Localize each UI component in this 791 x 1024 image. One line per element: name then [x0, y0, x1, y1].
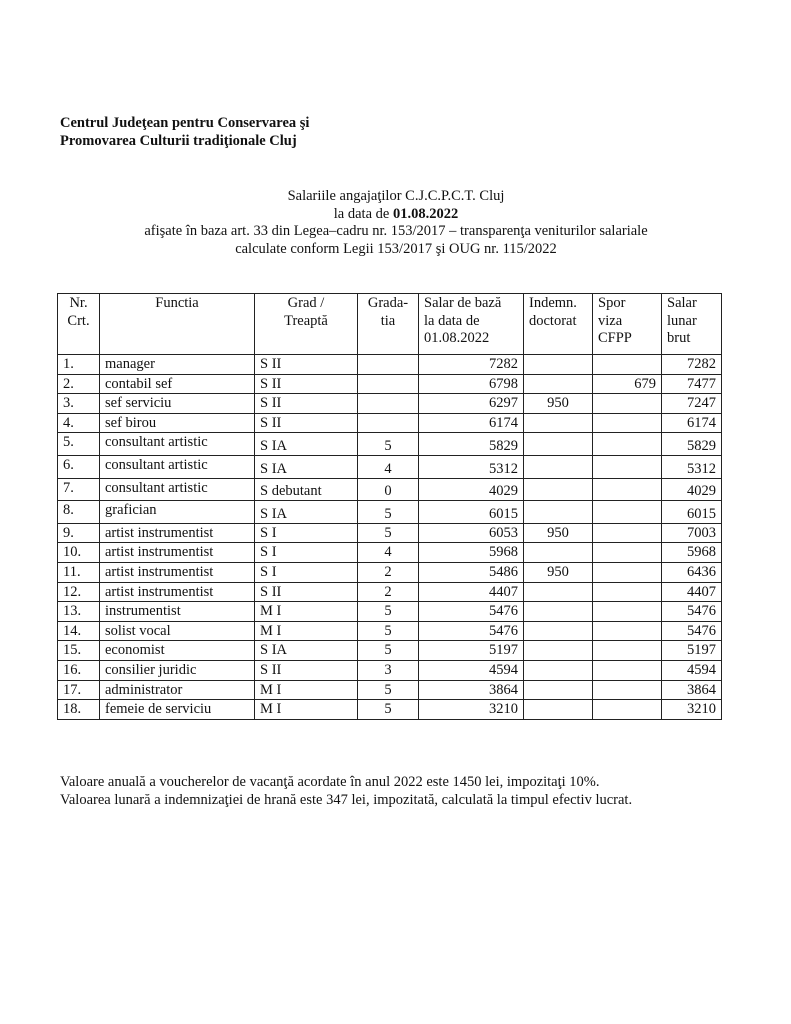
- table-row: [58, 582, 722, 602]
- cell-indemn-doctorat: [524, 413, 593, 433]
- table-row: [58, 478, 722, 501]
- cell-salar-lunar: 3864: [662, 680, 722, 700]
- heading-calculation-basis: calculate conform Legii 153/2017 şi OUG nr. 115/2022: [235, 240, 557, 257]
- cell-indemn-doctorat: [524, 374, 593, 394]
- cell-functia: artist instrumentist: [100, 523, 255, 543]
- cell-indemn-doctorat: [524, 582, 593, 602]
- table-row: [58, 394, 722, 414]
- cell-grad: S II: [255, 660, 358, 680]
- cell-salar-lunar: 6015: [662, 501, 722, 524]
- cell-spor-viza: [593, 501, 662, 524]
- cell-salar-lunar: 7003: [662, 523, 722, 543]
- cell-gradatia: 4: [358, 543, 419, 563]
- cell-gradatia: 5: [358, 680, 419, 700]
- cell-salar-baza: 5476: [419, 621, 524, 641]
- cell-salar-lunar: 4407: [662, 582, 722, 602]
- table-row: [58, 501, 722, 524]
- cell-indemn-doctorat: [524, 543, 593, 563]
- cell-indemn-doctorat: 950: [524, 394, 593, 414]
- cell-gradatia: 2: [358, 562, 419, 582]
- cell-nr: 2.: [58, 374, 100, 394]
- cell-nr: 8.: [58, 501, 100, 524]
- organization-name: [60, 114, 309, 150]
- cell-nr: 17.: [58, 680, 100, 700]
- table-row: [58, 700, 722, 720]
- cell-nr: 16.: [58, 660, 100, 680]
- cell-grad: S II: [255, 413, 358, 433]
- cell-spor-viza: [593, 433, 662, 456]
- cell-salar-lunar: 5197: [662, 641, 722, 661]
- cell-salar-baza: 5312: [419, 455, 524, 478]
- cell-spor-viza: [593, 680, 662, 700]
- cell-nr: 9.: [58, 523, 100, 543]
- heading-date: 01.08.2022: [392, 205, 459, 222]
- cell-indemn-doctorat: [524, 680, 593, 700]
- table-row: [58, 641, 722, 661]
- cell-spor-viza: [593, 543, 662, 563]
- cell-gradatia: 5: [358, 501, 419, 524]
- cell-grad: M I: [255, 680, 358, 700]
- cell-spor-viza: [593, 621, 662, 641]
- cell-grad: S IA: [255, 433, 358, 456]
- cell-salar-baza: 4407: [419, 582, 524, 602]
- document-heading: [80, 188, 712, 258]
- cell-spor-viza: [593, 562, 662, 582]
- cell-grad: S II: [255, 582, 358, 602]
- cell-salar-lunar: 5312: [662, 455, 722, 478]
- cell-salar-lunar: 6436: [662, 562, 722, 582]
- cell-grad: S I: [255, 523, 358, 543]
- cell-functia: economist: [100, 641, 255, 661]
- cell-functia: solist vocal: [100, 621, 255, 641]
- cell-indemn-doctorat: 950: [524, 562, 593, 582]
- cell-salar-baza: 5197: [419, 641, 524, 661]
- cell-gradatia: 5: [358, 641, 419, 661]
- cell-salar-baza: 6053: [419, 523, 524, 543]
- cell-salar-lunar: 5476: [662, 621, 722, 641]
- cell-salar-baza: 4594: [419, 660, 524, 680]
- cell-spor-viza: [593, 700, 662, 720]
- cell-indemn-doctorat: [524, 433, 593, 456]
- organization-line-1: Centrul Judeţean pentru Conservarea şi: [60, 115, 310, 131]
- heading-date-prefix: la data de: [333, 205, 393, 222]
- table-row: [58, 433, 722, 456]
- cell-salar-baza: 3864: [419, 680, 524, 700]
- cell-salar-baza: 6297: [419, 394, 524, 414]
- cell-gradatia: 5: [358, 602, 419, 622]
- cell-spor-viza: [593, 660, 662, 680]
- cell-indemn-doctorat: [524, 478, 593, 501]
- cell-grad: S I: [255, 543, 358, 563]
- cell-nr: 10.: [58, 543, 100, 563]
- cell-gradatia: 5: [358, 433, 419, 456]
- cell-nr: 7.: [58, 478, 100, 501]
- cell-indemn-doctorat: [524, 355, 593, 375]
- header-functia: Functia: [100, 294, 255, 355]
- cell-spor-viza: [593, 394, 662, 414]
- cell-salar-baza: 3210: [419, 700, 524, 720]
- cell-functia: grafician: [100, 501, 255, 524]
- cell-salar-lunar: 5968: [662, 543, 722, 563]
- cell-salar-baza: 4029: [419, 478, 524, 501]
- cell-spor-viza: [593, 641, 662, 661]
- cell-nr: 13.: [58, 602, 100, 622]
- header-gradatia: Grada- tia: [358, 294, 419, 355]
- table-row: [58, 680, 722, 700]
- cell-salar-lunar: 7282: [662, 355, 722, 375]
- cell-nr: 3.: [58, 394, 100, 414]
- cell-functia: consultant artistic: [100, 433, 255, 456]
- cell-salar-lunar: 3210: [662, 700, 722, 720]
- cell-salar-baza: 6798: [419, 374, 524, 394]
- cell-gradatia: 3: [358, 660, 419, 680]
- cell-functia: consultant artistic: [100, 455, 255, 478]
- salary-table: [57, 293, 722, 720]
- cell-nr: 1.: [58, 355, 100, 375]
- table-row: [58, 523, 722, 543]
- table-row: [58, 543, 722, 563]
- table-row: [58, 602, 722, 622]
- cell-grad: S II: [255, 355, 358, 375]
- cell-gradatia: 5: [358, 523, 419, 543]
- cell-salar-baza: 5829: [419, 433, 524, 456]
- cell-spor-viza: 679: [593, 374, 662, 394]
- cell-grad: M I: [255, 602, 358, 622]
- table-body: [58, 355, 722, 720]
- cell-salar-lunar: 4029: [662, 478, 722, 501]
- cell-nr: 11.: [58, 562, 100, 582]
- cell-functia: manager: [100, 355, 255, 375]
- cell-spor-viza: [593, 413, 662, 433]
- cell-grad: S IA: [255, 641, 358, 661]
- cell-indemn-doctorat: [524, 501, 593, 524]
- cell-salar-baza: 6174: [419, 413, 524, 433]
- cell-grad: S I: [255, 562, 358, 582]
- table-header-row: [58, 294, 722, 355]
- cell-indemn-doctorat: [524, 700, 593, 720]
- cell-gradatia: [358, 413, 419, 433]
- cell-salar-lunar: 7247: [662, 394, 722, 414]
- table-row: [58, 562, 722, 582]
- cell-functia: consilier juridic: [100, 660, 255, 680]
- cell-functia: sef birou: [100, 413, 255, 433]
- cell-grad: S II: [255, 374, 358, 394]
- cell-indemn-doctorat: [524, 660, 593, 680]
- cell-gradatia: [358, 355, 419, 375]
- cell-spor-viza: [593, 582, 662, 602]
- cell-salar-lunar: 5476: [662, 602, 722, 622]
- cell-gradatia: [358, 374, 419, 394]
- cell-functia: femeie de serviciu: [100, 700, 255, 720]
- cell-grad: S IA: [255, 455, 358, 478]
- cell-salar-lunar: 4594: [662, 660, 722, 680]
- footer-meal-allowance-note: Valoarea lunară a indemnizaţiei de hrană este 347 lei, impozitată, calculată la timpul efectiv lucrat.: [60, 792, 633, 808]
- cell-functia: contabil sef: [100, 374, 255, 394]
- cell-salar-baza: 5968: [419, 543, 524, 563]
- cell-functia: artist instrumentist: [100, 582, 255, 602]
- header-indemn-doctorat: Indemn. doctorat: [524, 294, 593, 355]
- cell-functia: consultant artistic: [100, 478, 255, 501]
- cell-grad: M I: [255, 700, 358, 720]
- cell-gradatia: [358, 394, 419, 414]
- cell-nr: 4.: [58, 413, 100, 433]
- header-grad: Grad / Treaptă: [255, 294, 358, 355]
- cell-indemn-doctorat: [524, 455, 593, 478]
- header-spor-viza: Spor viza CFPP: [593, 294, 662, 355]
- cell-salar-baza: 7282: [419, 355, 524, 375]
- cell-indemn-doctorat: 950: [524, 523, 593, 543]
- cell-functia: instrumentist: [100, 602, 255, 622]
- cell-spor-viza: [593, 523, 662, 543]
- heading-title: Salariile angajaţilor C.J.C.P.C.T. Cluj: [287, 188, 505, 204]
- cell-indemn-doctorat: [524, 641, 593, 661]
- cell-nr: 12.: [58, 582, 100, 602]
- cell-gradatia: 0: [358, 478, 419, 501]
- cell-spor-viza: [593, 455, 662, 478]
- cell-salar-lunar: 7477: [662, 374, 722, 394]
- cell-spor-viza: [593, 478, 662, 501]
- table-row: [58, 374, 722, 394]
- cell-grad: S IA: [255, 501, 358, 524]
- cell-indemn-doctorat: [524, 602, 593, 622]
- cell-salar-baza: 5476: [419, 602, 524, 622]
- organization-line-2: Promovarea Culturii tradiţionale Cluj: [60, 133, 297, 149]
- heading-legal-basis: afişate în baza art. 33 din Legea–cadru nr. 153/2017 – transparenţa veniturilor salariale: [144, 223, 648, 239]
- cell-functia: sef serviciu: [100, 394, 255, 414]
- cell-spor-viza: [593, 602, 662, 622]
- footer-vouchers-note: Valoare anuală a voucherelor de vacanţă acordate în anul 2022 este 1450 lei, impozitaţi 10%.: [60, 774, 600, 790]
- cell-grad: S debutant: [255, 478, 358, 501]
- cell-indemn-doctorat: [524, 621, 593, 641]
- header-salar-lunar: Salar lunar brut: [662, 294, 722, 355]
- cell-gradatia: 2: [358, 582, 419, 602]
- cell-nr: 18.: [58, 700, 100, 720]
- cell-gradatia: 5: [358, 621, 419, 641]
- cell-salar-baza: 5486: [419, 562, 524, 582]
- header-salar-baza: Salar de bază la data de 01.08.2022: [419, 294, 524, 355]
- cell-nr: 5.: [58, 433, 100, 456]
- table-row: [58, 660, 722, 680]
- cell-gradatia: 4: [358, 455, 419, 478]
- footer-notes: [60, 773, 632, 809]
- cell-salar-baza: 6015: [419, 501, 524, 524]
- cell-gradatia: 5: [358, 700, 419, 720]
- cell-functia: administrator: [100, 680, 255, 700]
- table-row: [58, 355, 722, 375]
- table-row: [58, 413, 722, 433]
- cell-grad: M I: [255, 621, 358, 641]
- cell-salar-lunar: 5829: [662, 433, 722, 456]
- header-nr: Nr. Crt.: [58, 294, 100, 355]
- cell-functia: artist instrumentist: [100, 562, 255, 582]
- table-row: [58, 621, 722, 641]
- cell-nr: 14.: [58, 621, 100, 641]
- cell-spor-viza: [593, 355, 662, 375]
- heading-date-line: [80, 206, 712, 224]
- cell-nr: 6.: [58, 455, 100, 478]
- cell-grad: S II: [255, 394, 358, 414]
- cell-nr: 15.: [58, 641, 100, 661]
- cell-functia: artist instrumentist: [100, 543, 255, 563]
- table-row: [58, 455, 722, 478]
- cell-salar-lunar: 6174: [662, 413, 722, 433]
